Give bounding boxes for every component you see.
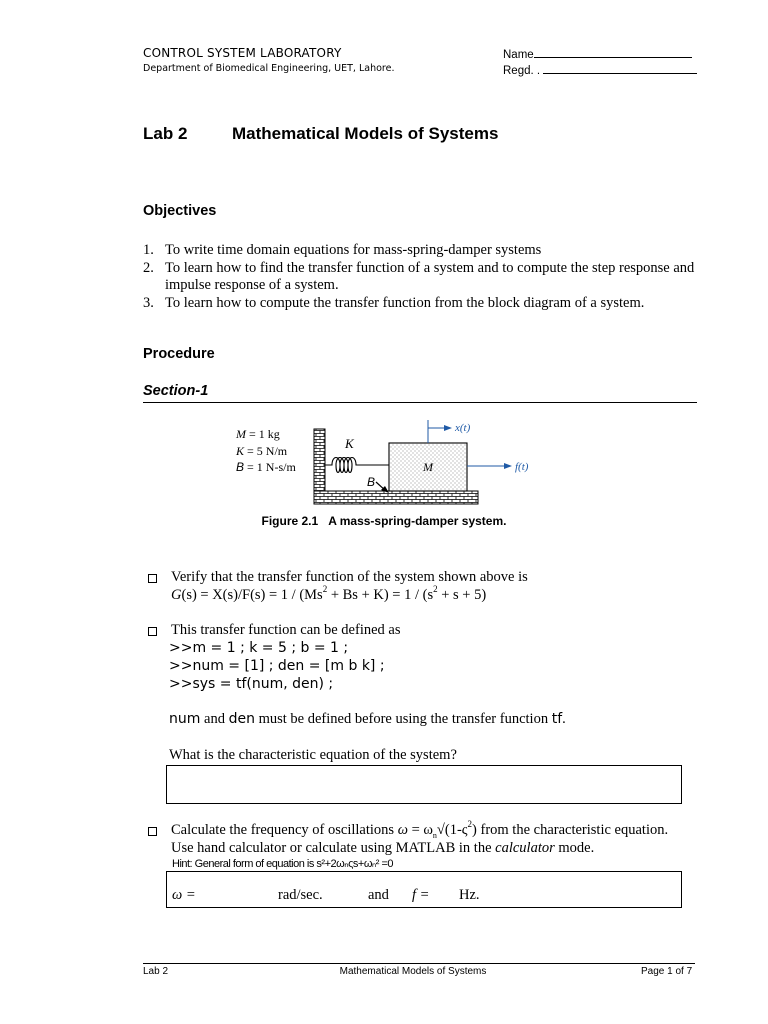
answer-and: and bbox=[368, 887, 389, 903]
checkbox-icon bbox=[148, 627, 157, 636]
eq-omega: ω bbox=[397, 822, 408, 838]
lab-title: Mathematical Models of Systems bbox=[232, 124, 499, 143]
step3-line2-pre: Use hand calculator or calculate using MATLAB in the bbox=[171, 840, 496, 856]
step1-equation bbox=[171, 584, 487, 604]
header-department: Department of Biomedical Engineering, UET, Lahore. bbox=[143, 63, 395, 74]
spring bbox=[325, 458, 389, 473]
objective-item bbox=[143, 242, 703, 260]
damper-label: B bbox=[367, 475, 376, 489]
section-heading: Section-1 bbox=[143, 383, 209, 399]
step2-note bbox=[169, 711, 566, 728]
objective-item bbox=[143, 260, 695, 295]
objective-number: 1. bbox=[143, 242, 154, 258]
f-label: f = bbox=[412, 887, 430, 903]
eq-g: G bbox=[171, 587, 182, 603]
spring-label: K bbox=[345, 436, 354, 451]
step3-line2-italic: calculator bbox=[495, 840, 555, 856]
eq-sub-n: n bbox=[432, 830, 437, 840]
note-and: and bbox=[200, 711, 229, 727]
x-label: x(t) bbox=[455, 422, 471, 434]
objective-number: 3. bbox=[143, 294, 154, 311]
objective-text: To write time domain equations for mass-spring-damper systems bbox=[165, 242, 542, 258]
step2-question: What is the characteristic equation of the system? bbox=[169, 747, 457, 763]
figure-caption-number: Figure 2.1 bbox=[261, 514, 319, 528]
mass-label: M bbox=[423, 460, 433, 474]
note-num: num bbox=[169, 711, 201, 727]
step3-line1-pre: Calculate the frequency of oscillations bbox=[171, 822, 398, 838]
objective-item bbox=[143, 295, 703, 313]
figure-caption-text: A mass-spring-damper system. bbox=[328, 514, 507, 528]
eq-omega-n: = ω bbox=[407, 822, 433, 838]
footer-left: Lab 2 bbox=[143, 966, 169, 977]
code-line: >>sys = tf(num, den) ; bbox=[169, 676, 334, 692]
step2-intro: This transfer function can be defined as bbox=[171, 622, 401, 638]
mass-spring-damper-figure bbox=[230, 418, 550, 513]
omega-label: ω = bbox=[172, 887, 196, 903]
code-line: >>num = [1] ; den = [m b k] ; bbox=[169, 658, 385, 674]
procedure-heading: Procedure bbox=[143, 346, 215, 362]
answer-f-label bbox=[412, 887, 429, 904]
param-m: M = 1 kg bbox=[236, 427, 280, 441]
objective-number: 2. bbox=[143, 259, 154, 276]
header-regd-field bbox=[503, 62, 697, 77]
step3-line1 bbox=[171, 819, 669, 840]
answer-omega-label bbox=[172, 887, 196, 904]
name-blank-line bbox=[534, 46, 692, 58]
floor bbox=[314, 491, 478, 504]
footer-page-number: Page 1 of 7 bbox=[641, 966, 693, 977]
checkbox-icon bbox=[148, 574, 157, 583]
eq-sqrt: √(1-ς bbox=[436, 822, 468, 838]
eq-exp2: 2 bbox=[433, 584, 438, 595]
objective-text: To learn how to find the transfer function of a system and to compute the step response and impulse response of a system. bbox=[165, 259, 695, 293]
note-tf: tf bbox=[551, 711, 563, 727]
param-b: B = 1 N-s/m bbox=[236, 460, 296, 474]
hint-text: Hint: General form of equation is s²+2ωₙςs+ωₙ² =0 bbox=[172, 858, 394, 870]
note-end: . bbox=[562, 711, 566, 727]
lab-number: Lab 2 bbox=[143, 124, 188, 143]
note-mid: must be defined before using the transfer function bbox=[254, 711, 552, 727]
eq-part2: + Bs + K) = 1 / (s bbox=[327, 587, 434, 603]
objectives-list bbox=[143, 242, 703, 312]
header-name-field bbox=[503, 46, 692, 61]
figure-caption bbox=[0, 514, 768, 528]
step3-line2 bbox=[171, 840, 594, 857]
header-lab-name: CONTROL SYSTEM LABORATORY bbox=[143, 46, 342, 60]
name-label: Name bbox=[503, 49, 534, 61]
regd-label: Regd. . bbox=[503, 65, 541, 77]
answer-hz-unit: Hz. bbox=[459, 887, 480, 903]
f-label: f(t) bbox=[515, 461, 529, 473]
note-den: den bbox=[228, 711, 255, 727]
section-rule bbox=[143, 402, 697, 403]
answer-box-characteristic-equation[interactable] bbox=[166, 765, 682, 804]
objectives-heading: Objectives bbox=[143, 203, 217, 219]
eq-exp: 2 bbox=[467, 819, 473, 830]
f-arrow-head bbox=[504, 463, 512, 469]
param-k: K = 5 N/m bbox=[236, 444, 288, 458]
step3-line2-post: mode. bbox=[554, 840, 595, 856]
footer-rule bbox=[143, 963, 695, 964]
code-line: >>m = 1 ; k = 5 ; b = 1 ; bbox=[169, 640, 349, 656]
eq-close: ) bbox=[472, 822, 477, 838]
checkbox-icon bbox=[148, 827, 157, 836]
eq-part3: + s + 5) bbox=[437, 587, 487, 603]
eq-part1: (s) = X(s)/F(s) = 1 / (Ms bbox=[181, 587, 323, 603]
objective-text: To learn how to compute the transfer function from the block diagram of a system. bbox=[165, 294, 645, 311]
answer-rad-unit: rad/sec. bbox=[278, 887, 323, 903]
step3-line1-post: from the characteristic equation. bbox=[476, 822, 669, 838]
footer-center: Mathematical Models of Systems bbox=[339, 966, 487, 977]
eq-exp1: 2 bbox=[322, 584, 328, 595]
regd-blank-line bbox=[543, 62, 697, 74]
step1-text: Verify that the transfer function of the system shown above is bbox=[171, 569, 528, 585]
x-arrow-head bbox=[444, 425, 452, 431]
